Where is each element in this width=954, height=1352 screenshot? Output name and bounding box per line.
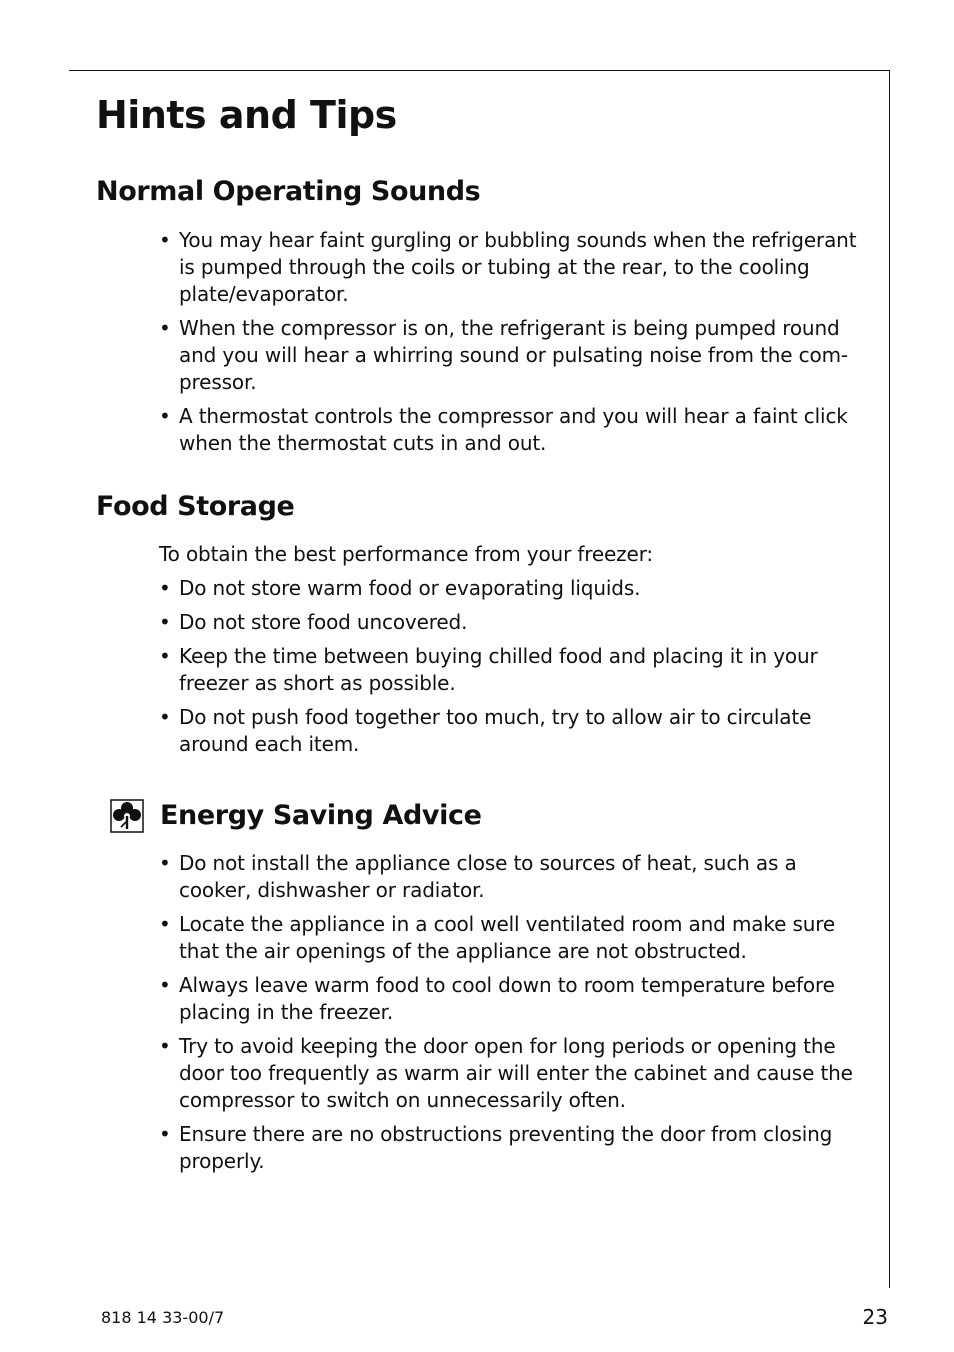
bullet-mark: • [159, 1034, 171, 1058]
list-item-text: Always leave warm food to cool down to room temperature before placing in the freezer. [179, 973, 835, 1024]
list-item [159, 1121, 869, 1175]
bullet-mark: • [159, 644, 171, 668]
right-margin-rule [889, 70, 890, 1288]
section-body-energy-saving-advice [159, 850, 869, 1182]
list-item [159, 911, 869, 965]
bullet-mark: • [159, 912, 171, 936]
list-item-text: Do not push food together too much, try to allow air to circulate around each item. [179, 705, 812, 756]
list-item [159, 609, 869, 636]
bullet-mark: • [159, 973, 171, 997]
list-item-text: You may hear faint gurgling or bubbling sounds when the refrigerant is pumped through the coils or tubing at the rear, to the cooling plate/evaporator. [179, 228, 857, 306]
bullet-mark: • [159, 610, 171, 634]
list-item-text: Do not store food uncovered. [179, 610, 468, 634]
list-item-text: Locate the appliance in a cool well ventilated room and make sure that the air openings of the appliance are not obstructed. [179, 912, 836, 963]
bullet-mark: • [159, 1122, 171, 1146]
section-body-normal-operating-sounds [159, 227, 869, 464]
list-item [159, 972, 869, 1026]
section-heading-food-storage: Food Storage [96, 491, 295, 522]
document-code: 818 14 33-00/7 [101, 1308, 225, 1327]
section-heading-energy-saving-advice: Energy Saving Advice [160, 800, 482, 831]
bullet-mark: • [159, 705, 171, 729]
bullet-list [159, 575, 869, 758]
bullet-mark: • [159, 576, 171, 600]
clover-leaf-icon [110, 799, 144, 833]
bullet-mark: • [159, 316, 171, 340]
list-item [159, 227, 869, 308]
list-item [159, 643, 869, 697]
list-item [159, 704, 869, 758]
list-item [159, 315, 869, 396]
page-number: 23 [862, 1305, 888, 1329]
top-rule [69, 70, 890, 71]
list-item-text: Keep the time between buying chilled food and placing it in your freezer as short as possible. [179, 644, 818, 695]
list-item [159, 1033, 869, 1114]
bullet-mark: • [159, 228, 171, 252]
page-title: Hints and Tips [96, 93, 397, 137]
list-item [159, 850, 869, 904]
bullet-mark: • [159, 404, 171, 428]
list-item [159, 403, 869, 457]
bullet-list [159, 227, 869, 457]
list-item-text: Try to avoid keeping the door open for long periods or opening the door too frequently as warm air will enter the cabinet and cause the compressor to switch on unnecessarily often. [179, 1034, 853, 1112]
section-heading-normal-operating-sounds: Normal Operating Sounds [96, 176, 481, 207]
list-item-text: Do not install the appliance close to sources of heat, such as a cooker, dishwasher or radiator. [179, 851, 797, 902]
bullet-mark: • [159, 851, 171, 875]
section-body-food-storage [159, 541, 869, 765]
list-item-text: A thermostat controls the compressor and you will hear a faint click when the thermostat cuts in and out. [179, 404, 848, 455]
list-item-text: When the compressor is on, the refrigerant is being pumped round and you will hear a whirring sound or pulsating noise from the com- pressor. [179, 316, 848, 394]
list-item [159, 575, 869, 602]
list-item-text: Ensure there are no obstructions preventing the door from closing properly. [179, 1122, 833, 1173]
list-item-text: Do not store warm food or evaporating liquids. [179, 576, 641, 600]
section-intro-text: To obtain the best performance from your freezer: [159, 542, 653, 566]
bullet-list [159, 850, 869, 1175]
